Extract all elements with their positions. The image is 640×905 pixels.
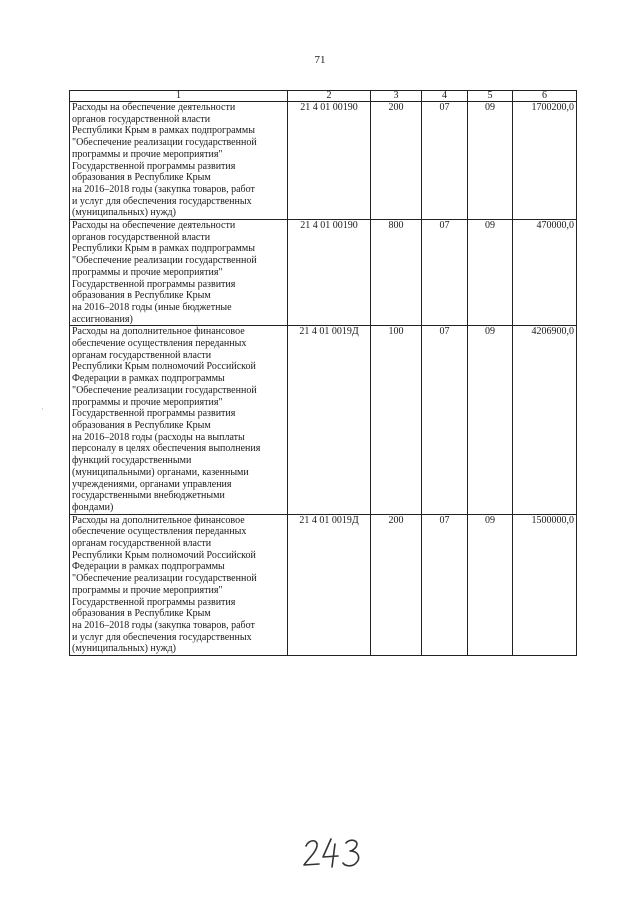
row-target-code: 21 4 01 0019Д — [288, 326, 371, 514]
row-section: 07 — [422, 326, 468, 514]
row-subsection: 09 — [468, 326, 513, 514]
row-section: 07 — [422, 514, 468, 655]
header-col-1: 1 — [70, 91, 288, 102]
row-subsection: 09 — [468, 514, 513, 655]
row-section: 07 — [422, 220, 468, 326]
row-expense-kind: 100 — [371, 326, 422, 514]
row-subsection: 09 — [468, 102, 513, 220]
table-row — [70, 102, 577, 220]
page-number: 71 — [314, 54, 326, 66]
row-description: Расходы на дополнительное финансовое обеспечение осуществления переданных органам государственной власти Республики Крым полномочий Российской Федерации в рамках подпрограммы "Обеспечение реализации государственной программы и прочие мероприятия" Государственной программы развития образования в Республике Крым на 2016–2018 годы (закупка товаров, работ и услуг для обеспечения государственных (муниципальных) нужд) — [70, 514, 288, 655]
row-target-code: 21 4 01 00190 — [288, 102, 371, 220]
row-description: Расходы на обеспечение деятельности органов государственной власти Республики Крым в рамках подпрограммы "Обеспечение реализации государственной программы и прочие мероприятия" Государственной программы развития образования в Республике Крым на 2016–2018 годы (иные бюджетные ассигнования) — [70, 220, 288, 326]
row-target-code: 21 4 01 0019Д — [288, 514, 371, 655]
table-row — [70, 220, 577, 326]
row-amount: 1500000,0 — [513, 514, 577, 655]
row-amount: 470000,0 — [513, 220, 577, 326]
header-col-6: 6 — [513, 91, 577, 102]
row-expense-kind: 200 — [371, 102, 422, 220]
row-expense-kind: 800 — [371, 220, 422, 326]
budget-table — [69, 90, 577, 656]
stray-mark: · — [41, 405, 44, 414]
row-description: Расходы на дополнительное финансовое обеспечение осуществления переданных органам государственной власти Республики Крым полномочий Российской Федерации в рамках подпрограммы "Обеспечение реализации государственной программы и прочие мероприятия" Государственной программы развития образования в Республике Крым на 2016–2018 годы (расходы на выплаты персоналу в целях обеспечения выполнения функций государственными (муниципальными) органами, казенными учреждениями, органами управления государственными внебюджетными фондами) — [70, 326, 288, 514]
header-col-3: 3 — [371, 91, 422, 102]
row-target-code: 21 4 01 00190 — [288, 220, 371, 326]
handwritten-page-number — [300, 832, 370, 872]
row-expense-kind: 200 — [371, 514, 422, 655]
row-amount: 1700200,0 — [513, 102, 577, 220]
header-col-5: 5 — [468, 91, 513, 102]
row-amount: 4206900,0 — [513, 326, 577, 514]
table-row — [70, 514, 577, 655]
header-row — [70, 91, 577, 102]
row-subsection: 09 — [468, 220, 513, 326]
header-col-4: 4 — [422, 91, 468, 102]
table-row — [70, 326, 577, 514]
row-description: Расходы на обеспечение деятельности органов государственной власти Республики Крым в рамках подпрограммы "Обеспечение реализации государственной программы и прочие мероприятия" Государственной программы развития образования в Республике Крым на 2016–2018 годы (закупка товаров, работ и услуг для обеспечения государственных (муниципальных) нужд) — [70, 102, 288, 220]
row-section: 07 — [422, 102, 468, 220]
header-col-2: 2 — [288, 91, 371, 102]
